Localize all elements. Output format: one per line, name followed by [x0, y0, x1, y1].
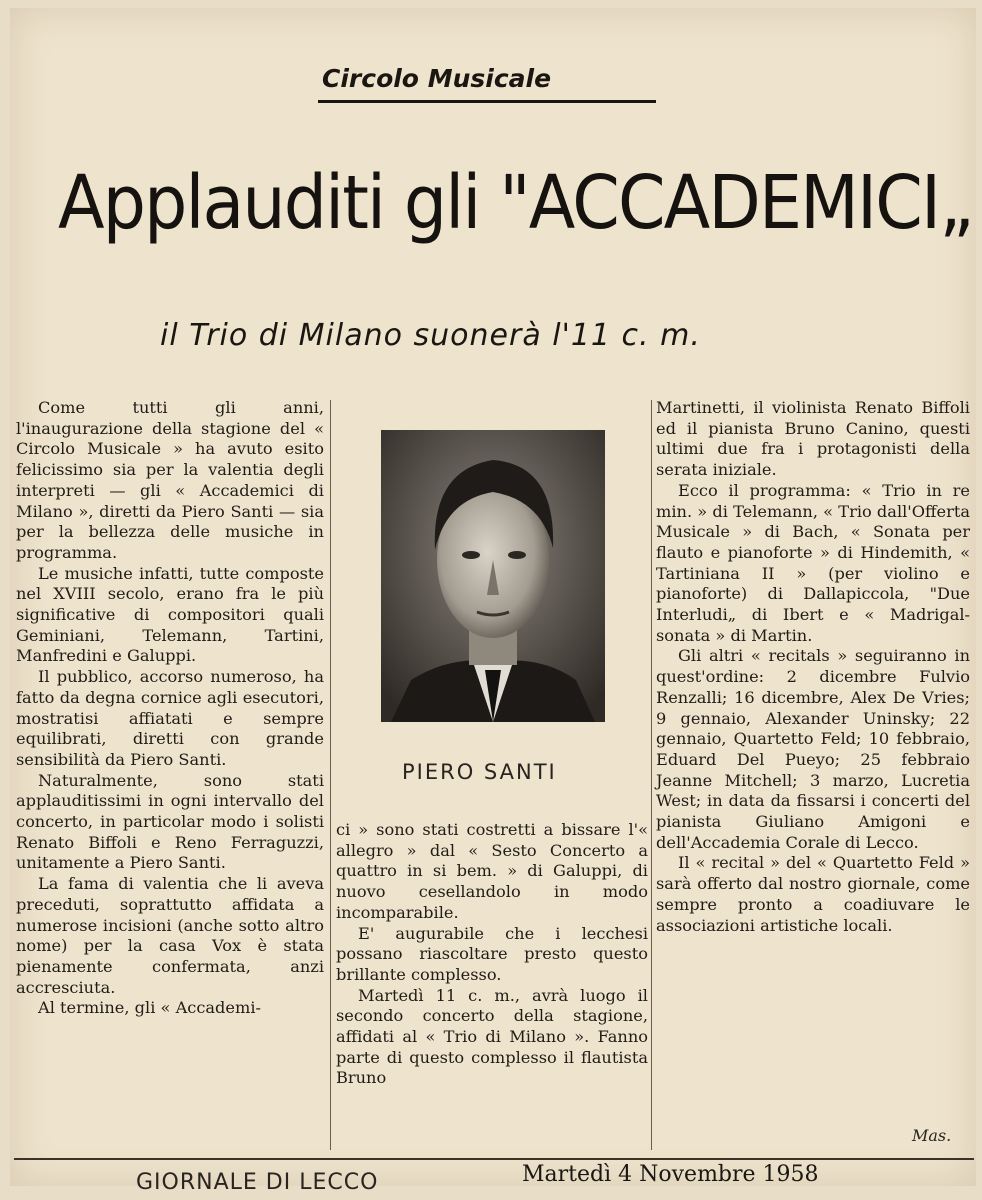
- paragraph: Al termine, gli « Accademi-: [38, 998, 261, 1018]
- paragraph: Gli altri « recitals » seguiranno in quest'ordine: 2 dicembre Fulvio Renzalli; 16 dicembre, Alex De Vries; 9 gennaio, Alexander Uninsky; 22 gennaio, Quartetto Feld; 10 febbraio, Eduard Del Pueyo; 25 febbraio Jeanne Mitchell; 3 marzo, Lucretia West; in data da fissarsi i concerti del pianista Giuliano Amigoni e dell'Accademia Corale di Lecco.: [656, 646, 970, 852]
- section-title: Circolo Musicale: [322, 64, 552, 93]
- paragraph: Il « recital » del « Quartetto Feld » sarà offerto dal nostro giornale, come sempre pronto a coadiuvare le associazioni artistiche locali.: [656, 853, 970, 935]
- article-column-2: [336, 820, 648, 1089]
- paragraph: Martedì 11 c. m., avrà luogo il secondo concerto della stagione, affidati al « Trio di Milano ». Fanno parte di questo complesso il flautista Bruno: [336, 985, 648, 1088]
- section-title-underline: [318, 100, 656, 103]
- paragraph: ci » sono stati costretti a bissare l'« allegro » dal « Sesto Concerto a quattro in si bem. » di Galuppi, di nuovo cesellandolo in modo incomparabile.: [336, 820, 648, 922]
- paragraph: La fama di valentia che li aveva preceduti, soprattutto affidata a numerose incisioni (anche sotto altro nome) per la casa Vox è stata pienamente confermata, anzi accresciuta.: [16, 874, 324, 997]
- photo-caption: PIERO SANTI: [402, 760, 557, 784]
- portrait-photo: [381, 430, 605, 722]
- paragraph: Martinetti, il violinista Renato Biffoli ed il pianista Bruno Canino, questi ultimi due fra i protagonisti della serata iniziale.: [656, 398, 970, 480]
- paragraph: E' augurabile che i lecchesi possano riascoltare presto questo brillante complesso.: [336, 923, 648, 984]
- article-column-3: [656, 398, 970, 936]
- author-signature: Mas.: [912, 1126, 952, 1145]
- portrait-image: [381, 430, 605, 722]
- paragraph: Le musiche infatti, tutte composte nel XVIII secolo, erano fra le più significative di compositori quali Geminiani, Telemann, Tartini, Manfredini e Galuppi.: [16, 563, 324, 666]
- paragraph: Come tutti gli anni, l'inaugurazione della stagione del « Circolo Musicale » ha avuto esito felicissimo sia per la valentia degli interpreti — gli « Accademici di Milano », diretti da Piero Santi — sia per la bellezza delle musiche in programma.: [16, 398, 324, 562]
- paragraph: Il pubblico, accorso numeroso, ha fatto da degna cornice agli esecutori, mostratisi affiatati e sempre equilibrati, diretti con grande sensibilità da Piero Santi.: [16, 667, 324, 769]
- column-divider-right: [651, 400, 652, 1150]
- headline: Applauditi gli "ACCADEMICI„: [58, 160, 973, 246]
- paragraph: Naturalmente, sono stati applauditissimi in ogni intervallo del concerto, in particolar modo i solisti Renato Biffoli e Reno Ferraguzzi, unitamente a Piero Santi.: [16, 770, 324, 873]
- column-divider-left: [330, 400, 331, 1150]
- subheadline: il Trio di Milano suonerà l'11 c. m.: [160, 318, 701, 353]
- footer-divider: [14, 1158, 974, 1160]
- newspaper-name: GIORNALE DI LECCO: [136, 1170, 379, 1195]
- paragraph: Ecco il programma: « Trio in re min. » di Telemann, « Trio dall'Offerta Musicale » di Bach, « Sonata per flauto e pianoforte » di Hindemith, « Tartiniana II » (per violino e pianoforte) di Dallapiccola, "Due Interludi„ di Ibert e « Madrigal-sonata » di Martin.: [656, 480, 970, 645]
- publication-date: Martedì 4 Novembre 1958: [522, 1162, 819, 1187]
- article-column-1: [16, 398, 324, 1019]
